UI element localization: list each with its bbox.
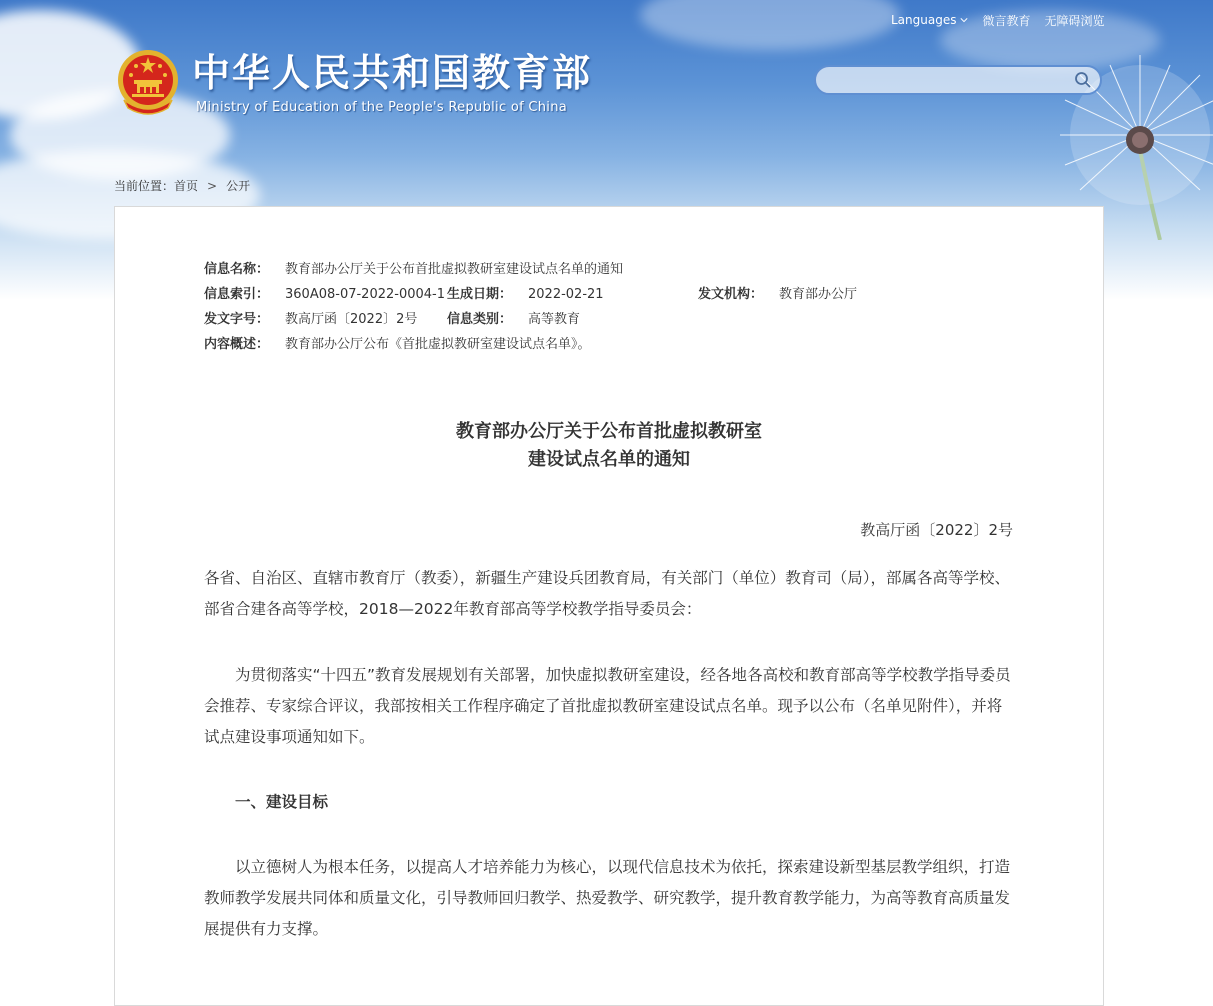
document-title-line-1: 教育部办公厅关于公布首批虚拟教研室 — [456, 421, 762, 442]
section-body-paragraph: 以立德树人为根本任务，以提高人才培养能力为核心，以现代信息技术为依托，探索建设新型基层教学组织，打造教师教学发展共同体和质量文化，引导教师回归教学、热爱教学、研究教学，提升教育教学能力，为高等教育高质量发展提供有力支撑。 — [204, 858, 1011, 938]
wechat-link[interactable]: 微言教育 — [982, 13, 1031, 28]
national-emblem-icon[interactable] — [116, 48, 180, 116]
languages-label: Languages — [891, 13, 957, 27]
meta-name-label: 信息名称： — [204, 262, 270, 277]
meta-index-label: 信息索引： — [204, 287, 270, 302]
search-icon — [1074, 71, 1092, 89]
meta-name-value: 教育部办公厅关于公布首批虚拟教研室建设试点名单的通知 — [285, 262, 624, 277]
meta-docno-label: 发文字号： — [204, 312, 270, 327]
meta-summary-value: 教育部办公厅公布《首批虚拟教研室建设试点名单》。 — [285, 337, 591, 352]
search-button[interactable] — [1070, 67, 1096, 93]
site-title[interactable]: 中华人民共和国教育部 — [192, 51, 593, 95]
languages-dropdown[interactable] — [891, 13, 968, 27]
search-input[interactable] — [828, 68, 1070, 92]
cloud-decoration — [640, 0, 900, 50]
meta-issuer-label: 发文机构： — [698, 287, 764, 302]
meta-index-value: 360A08-07-2022-0004-1 — [285, 287, 445, 302]
meta-category-label: 信息类别： — [447, 312, 513, 327]
meta-summary-label: 内容概述： — [204, 337, 270, 352]
breadcrumb-home[interactable]: 首页 — [174, 179, 199, 193]
search-box — [814, 65, 1102, 95]
breadcrumb — [114, 177, 250, 194]
document-title-line-2: 建设试点名单的通知 — [528, 449, 690, 470]
addressee-paragraph: 各省、自治区、直辖市教育厅（教委），新疆生产建设兵团教育局，有关部门（单位）教育司（局），部属各高等学校、部省合建各高等学校，2018—2022年教育部高等学校教学指导委员会： — [204, 569, 1011, 618]
breadcrumb-separator: > — [207, 178, 218, 193]
meta-date-label: 生成日期： — [447, 287, 513, 302]
section-heading: 一、建设目标 — [235, 793, 329, 811]
meta-docno-value: 教高厅函〔2022〕2号 — [285, 312, 418, 327]
top-links — [891, 12, 1105, 28]
intro-paragraph: 为贯彻落实“十四五”教育发展规划有关部署，加快虚拟教研室建设，经各地各高校和教育部高等学校教学指导委员会推荐、专家综合评议，我部按相关工作程序确定了首批虚拟教研室建设试点名单。现予以公布（名单见附件），并将试点建设事项通知如下。 — [204, 666, 1011, 746]
chevron-down-icon — [960, 16, 968, 24]
accessibility-link[interactable]: 无障碍浏览 — [1044, 13, 1105, 28]
site-title-english: Ministry of Education of the People's Republic of China — [196, 100, 568, 115]
meta-issuer-value: 教育部办公厅 — [779, 287, 858, 302]
meta-date-value: 2022-02-21 — [528, 287, 604, 302]
document-number: 教高厅函〔2022〕2号 — [860, 521, 1013, 539]
breadcrumb-prefix: 当前位置： — [114, 179, 175, 193]
document-title — [115, 418, 1103, 474]
article-card — [114, 206, 1104, 1006]
breadcrumb-current[interactable]: 公开 — [226, 179, 251, 193]
meta-category-value: 高等教育 — [528, 312, 581, 327]
